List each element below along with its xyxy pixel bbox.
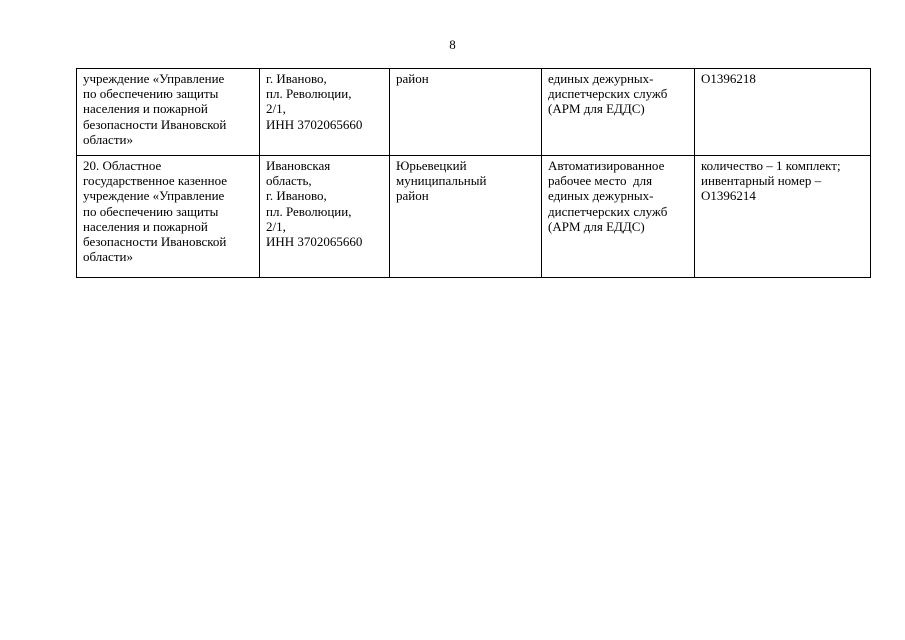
details-cell bbox=[695, 69, 871, 156]
organization-cell bbox=[77, 156, 260, 278]
cell-line: количество – 1 комплект; bbox=[701, 158, 841, 173]
cell-line: безопасности Ивановской bbox=[83, 116, 227, 132]
cell-line: область, bbox=[266, 173, 312, 189]
district-cell bbox=[390, 69, 542, 156]
cell-line: (АРМ для ЕДДС) bbox=[548, 101, 645, 117]
address-cell bbox=[260, 69, 390, 156]
cell-line: области» bbox=[83, 131, 133, 147]
cell-line: муниципальный bbox=[396, 173, 487, 189]
cell-line: области» bbox=[83, 249, 133, 265]
cell-line: диспетчерских служб bbox=[548, 203, 668, 219]
cell-line: район bbox=[396, 188, 429, 204]
page-number: 8 bbox=[449, 37, 456, 52]
district-cell bbox=[390, 156, 542, 278]
cell-line: О1396218 bbox=[701, 71, 756, 86]
cell-line: ИНН 3702065660 bbox=[266, 234, 363, 250]
cell-line: учреждение «Управление bbox=[83, 188, 225, 204]
cell-line: пл. Революции, bbox=[266, 203, 352, 219]
cell-line: населения и пожарной bbox=[83, 101, 208, 117]
cell-line: единых дежурных- bbox=[548, 71, 654, 86]
organization-cell bbox=[77, 69, 260, 156]
cell-line: район bbox=[396, 71, 429, 86]
equipment-cell bbox=[542, 69, 695, 156]
details-cell bbox=[695, 156, 871, 278]
cell-line: по обеспечению защиты bbox=[83, 203, 219, 219]
cell-line: 20. Областное bbox=[83, 158, 162, 173]
cell-line: Юрьевецкий bbox=[396, 158, 467, 173]
cell-line: учреждение «Управление bbox=[83, 71, 225, 86]
cell-line: 2/1, bbox=[266, 218, 286, 234]
cell-line: единых дежурных- bbox=[548, 188, 654, 204]
cell-line: безопасности Ивановской bbox=[83, 234, 227, 250]
cell-line: (АРМ для ЕДДС) bbox=[548, 218, 645, 234]
cell-line: диспетчерских служб bbox=[548, 86, 668, 102]
address-cell bbox=[260, 156, 390, 278]
equipment-cell bbox=[542, 156, 695, 278]
cell-line: О1396214 bbox=[701, 188, 756, 204]
cell-line: пл. Революции, bbox=[266, 86, 352, 102]
cell-line: Автоматизированное bbox=[548, 158, 665, 173]
cell-line: Ивановская bbox=[266, 158, 331, 173]
cell-line: по обеспечению защиты bbox=[83, 86, 219, 102]
cell-line: ИНН 3702065660 bbox=[266, 116, 363, 132]
table-row bbox=[77, 156, 871, 278]
cell-line: г. Иваново, bbox=[266, 71, 327, 86]
cell-line: государственное казенное bbox=[83, 173, 228, 189]
cell-line: населения и пожарной bbox=[83, 218, 208, 234]
cell-line: инвентарный номер – bbox=[701, 173, 822, 189]
table-row bbox=[77, 69, 871, 156]
inventory-table bbox=[76, 68, 871, 278]
cell-line: г. Иваново, bbox=[266, 188, 327, 204]
cell-line: 2/1, bbox=[266, 101, 286, 117]
cell-line: рабочее место для bbox=[548, 173, 653, 189]
